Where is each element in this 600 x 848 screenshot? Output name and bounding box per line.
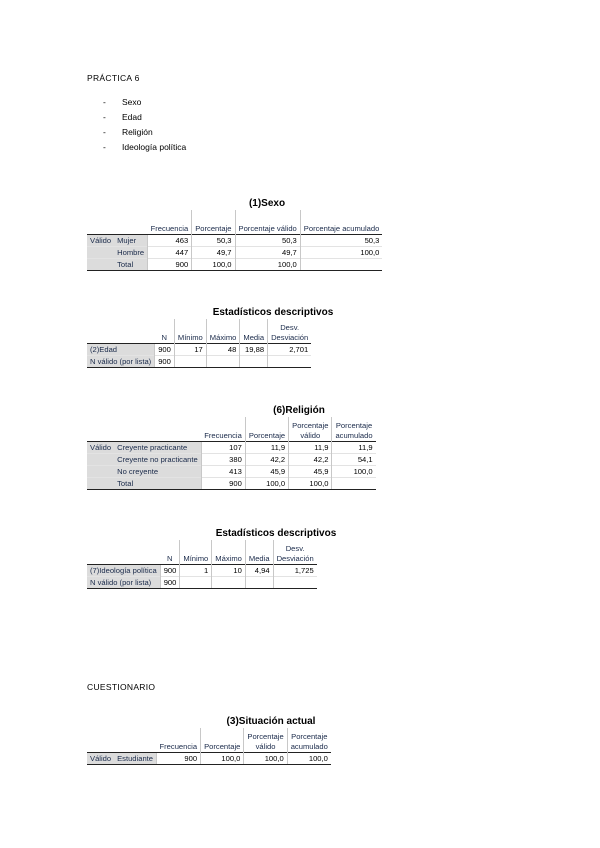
list-item: - Sexo [103, 97, 142, 107]
table-row: Válido Creyente practicante 107 11,9 11,9 11,9 [87, 441, 376, 453]
list-item: - Ideología política [103, 142, 187, 152]
table-title: (1)Sexo [248, 198, 286, 209]
column-header: Porcentaje acumulado [287, 728, 331, 752]
table-title: (6)Religión [273, 405, 325, 416]
table-title: (3)Situación actual [226, 716, 316, 727]
table-row: N válido (por lista) 900 [87, 576, 317, 588]
column-header: Desv. Desviación [268, 319, 312, 343]
table-title: Estadísticos descriptivos [215, 528, 337, 539]
table-row: Hombre 447 49,7 49,7 100,0 [87, 246, 382, 258]
row-group-label: Válido [87, 752, 114, 764]
table-row: No creyente 413 45,9 45,9 100,0 [87, 465, 376, 477]
table-row: Total 900 100,0 100,0 [87, 258, 382, 270]
table-row: Válido Estudiante 900 100,0 100,0 100,0 [87, 752, 331, 764]
column-header: N [161, 332, 168, 342]
table-row: Válido Mujer 463 50,3 50,3 50,3 [87, 234, 382, 246]
column-header: Media [245, 540, 273, 564]
row-group-label: Válido [87, 441, 114, 453]
column-header: Mínimo [180, 540, 212, 564]
column-header: Máximo [212, 540, 246, 564]
column-header: Porcentaje válido [244, 728, 287, 752]
column-header: Frecuencia [150, 223, 189, 233]
column-header: Máximo [206, 319, 240, 343]
column-header: Porcentaje [201, 728, 244, 752]
list-item: - Edad [103, 112, 142, 122]
table-row: (2)Edad 900 17 48 19,88 2,701 [87, 343, 311, 355]
column-header: Porcentaje válido [289, 417, 332, 441]
column-header: N [167, 553, 173, 563]
practica-title: PRÁCTICA 6 [87, 73, 140, 83]
row-group-label: Válido [87, 234, 114, 246]
column-header: Porcentaje válido [235, 210, 300, 234]
column-header: Media [240, 319, 268, 343]
table-row: N válido (por lista) 900 [87, 355, 311, 367]
table-row: Total 900 100,0 100,0 [87, 477, 376, 489]
practica-variable-list [100, 95, 186, 155]
column-header: Desv. Desviación [273, 540, 317, 564]
column-header: Porcentaje [245, 417, 288, 441]
column-header: Mínimo [174, 319, 206, 343]
column-header: Porcentaje acumulado [332, 417, 376, 441]
table-row: (7)Ideología política 900 1 10 4,94 1,725 [87, 564, 317, 576]
cuestionario-title: CUESTIONARIO [87, 682, 156, 692]
column-header: Porcentaje [192, 210, 235, 234]
table-row: Creyente no practicante 380 42,2 42,2 54,1 [87, 453, 376, 465]
list-item: - Religión [103, 127, 153, 137]
column-header: Porcentaje acumulado [300, 210, 382, 234]
column-header: Frecuencia [204, 430, 242, 440]
table-title: Estadísticos descriptivos [212, 307, 334, 318]
column-header: Frecuencia [159, 741, 198, 751]
